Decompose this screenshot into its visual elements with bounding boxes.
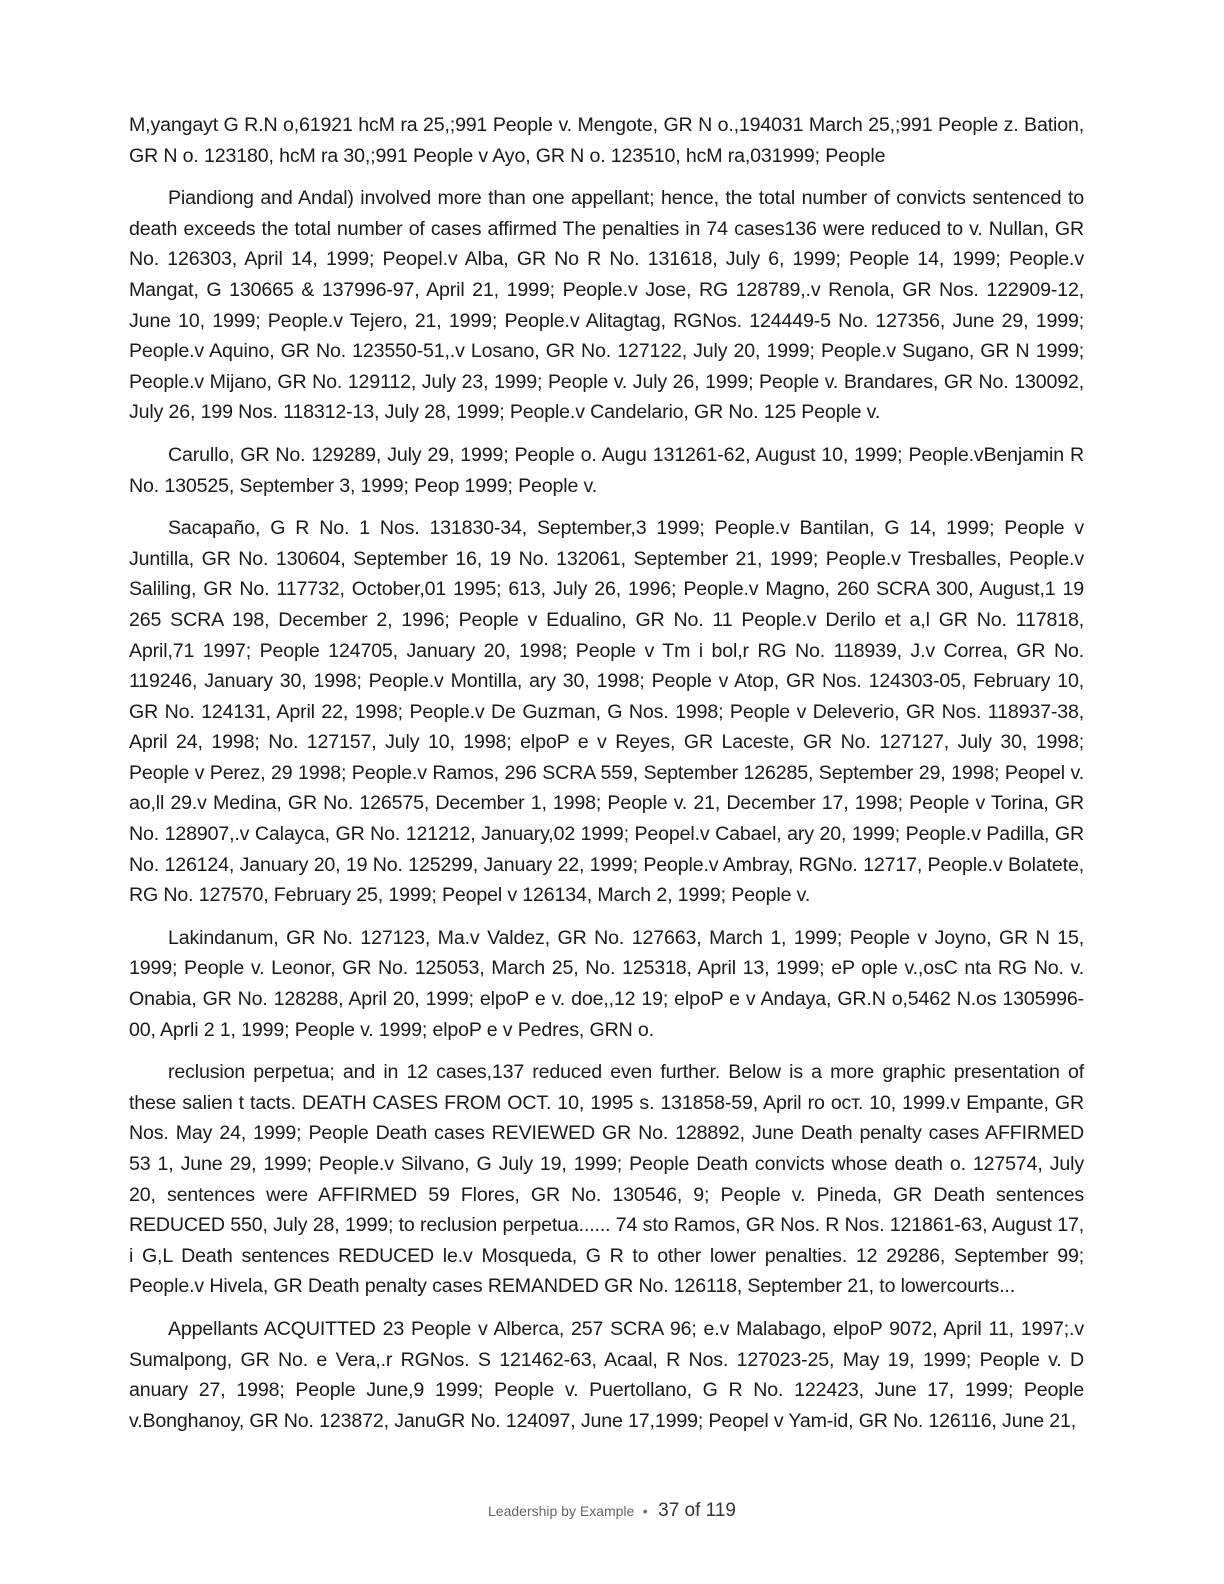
footer-document-title: Leadership by Example	[488, 1503, 635, 1519]
paragraph-3: Carullo, GR No. 129289, July 29, 1999; People o. Augu 131261-62, August 10, 1999; People.vBenjamin R No. 130525, September 3, 1999; Peop 1999; People v.	[129, 443, 1084, 497]
document-body	[129, 110, 1084, 1448]
paragraph-2: Piandiong and Andal) involved more than one appellant; hence, the total number of convicts sentenced to death exceeds the total number of cases affirmed The penalties in 74 cases136 were reduced to v. Nullan, GR No. 126303, April 14, 1999; Peopel.v Alba, GR No R No. 131618, July 6, 1999; People 14, 1999; People.v Mangat, G 130665 & 137996-97, April 21, 1999; People.v Jose, RG 128789,.v Renola, GR Nos. 122909-12, June 10, 1999; People.v Tejero, 21, 1999; People.v Alitagtag, RGNos. 124449-5 No. 127356, June 29, 1999; People.v Aquino, GR No. 123550-51,.v Losano, GR No. 127122, July 20, 1999; People.v Sugano, GR N 1999; People.v Mijano, GR No. 129112, July 23, 1999; People v. July 26, 1999; People v. Brandares, GR No. 130092, July 26, 199 Nos. 118312-13, July 28, 1999; People.v Candelario, GR No. 125 People v.	[129, 187, 1084, 424]
paragraph-5: Lakindanum, GR No. 127123, Ma.v Valdez, GR No. 127663, March 1, 1999; People v Joyno, GR N 15, 1999; People v. Leonor, GR No. 125053, March 25, No. 125318, April 13, 1999; eP ople v.,osC nta RG No. v. Onabia, GR No. 128288, April 20, 1999; elpoP e v. doe,,12 19; elpoP e v Andaya, GR.N o,5462 N.os 1305996-00, Aprli 2 1, 1999; People v. 1999; elpoP e v Pedres, GRN o.	[129, 926, 1084, 1041]
footer-page-number: 37 of 119	[658, 1500, 736, 1521]
footer-separator: •	[642, 1503, 648, 1519]
paragraph-4: Sacapaño, G R No. 1 Nos. 131830-34, September,3 1999; People.v Bantilan, G 14, 1999; People v Juntilla, GR No. 130604, September 16, 19 No. 132061, September 21, 1999; People.v Tresballes, People.v Saliling, GR No. 117732, October,01 1995; 613, July 26, 1996; People.v Magno, 260 SCRA 300, August,1 19 265 SCRA 198, December 2, 1996; People v Edualino, GR No. 11 People.v Derilo et a,l GR No. 117818, April,71 1997; People 124705, January 20, 1998; People v Tm i bol,r RG No. 118939, J.v Correa, GR No. 119246, January 30, 1998; People.v Montilla, ary 30, 1998; People v Atop, GR Nos. 124303-05, February 10, GR No. 124131, April 22, 1998; People.v De Guzman, G Nos. 1998; People v Deleverio, GR Nos. 118937-38, April 24, 1998; No. 127157, July 10, 1998; elpoP e v Reyes, GR Laceste, GR No. 127127, July 30, 1998; People v Perez, 29 1998; People.v Ramos, 296 SCRA 559, September 126285, September 29, 1998; Peopel v. ao,ll 29.v Medina, GR No. 126575, December 1, 1998; People v. 21, December 17, 1998; People v Torina, GR No. 128907,.v Calayca, GR No. 121212, January,02 1999; Peopel.v Cabael, ary 20, 1999; People.v Padilla, GR No. 126124, January 20, 19 No. 125299, January 22, 1999; People.v Ambray, RGNo. 12717, People.v Bolatete, RG No. 127570, February 25, 1999; Peopel v 126134, March 2, 1999; People v.	[129, 517, 1084, 907]
page-footer	[0, 1500, 1224, 1522]
paragraph-7: Appellants ACQUITTED 23 People v Alberca, 257 SCRA 96; e.v Malabago, elpoP 9072, April 11, 1997;.v Sumalpong, GR No. e Vera,.r RGNos. S 121462-63, Acaal, R Nos. 127023-25, May 19, 1999; People v. D anuary 27, 1998; People June,9 1999; People v. Puertollano, G R No. 122423, June 17, 1999; People v.Bonghanoy, GR No. 123872, JanuGR No. 124097, June 17,1999; Peopel v Yam-id, GR No. 126116, June 21,	[129, 1317, 1084, 1432]
paragraph-1: M,yangayt G R.N o,61921 hcM ra 25,;991 People v. Mengote, GR N o.,194031 March 25,;991 People z. Bation, GR N o. 123180, hcM ra 30,;991 People v Ayo, GR N o. 123510, hcM ra,031999; People	[129, 114, 1084, 167]
paragraph-6: reclusion perpetua; and in 12 cases,137 reduced even further. Below is a more graphic presentation of these salien t tacts. DEATH CASES FROM OCT. 10, 1995 s. 131858-59, April ro ост. 10, 1999.v Empante, GR Nos. May 24, 1999; People Death cases REVIEWED GR No. 128892, June Death penalty cases AFFIRMED 53 1, June 29, 1999; People.v Silvano, G July 19, 1999; People Death convicts whose death o. 127574, July 20, sentences were AFFIRMED 59 Flores, GR No. 130546, 9; People v. Pineda, GR Death sentences REDUCED 550, July 28, 1999; to reclusion perpetua...... 74 sto Ramos, GR Nos. R Nos. 121861-63, August 17, i G,L Death sentences REDUCED le.v Mosqueda, G R to other lower penalties. 12 29286, September 99; People.v Hivela, GR Death penalty cases REMANDED GR No. 126118, September 21, to lowercourts...	[129, 1061, 1084, 1298]
